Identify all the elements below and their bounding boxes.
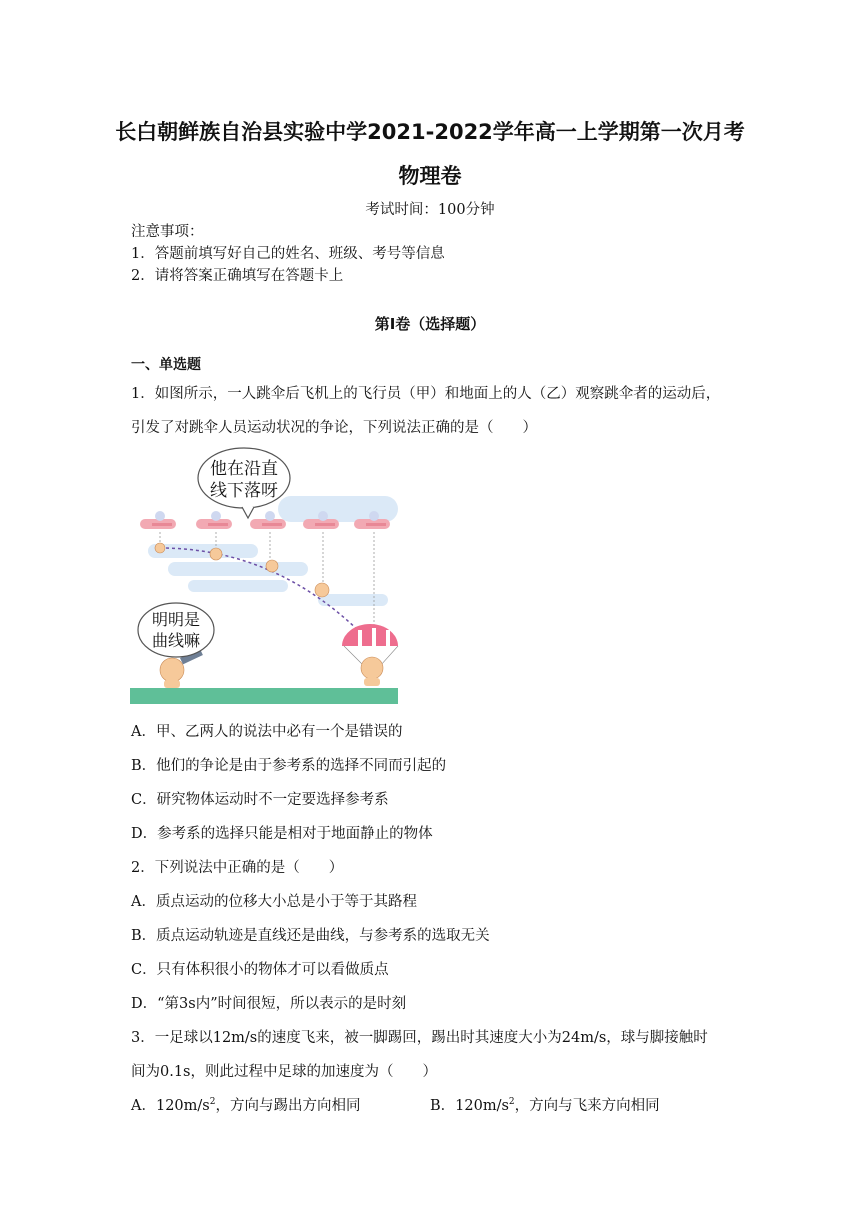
q2-option-b: B．质点运动轨迹是直线还是曲线，与参考系的选取无关 [131,928,490,944]
q1-stem-line2: 引发了对跳伞人员运动状况的争论，下列说法正确的是（ ） [131,420,537,436]
q2-stem: 2．下列说法中正确的是（ ） [131,860,344,876]
speech-bubble-left [138,603,214,657]
bubble-top-line1: 他在沿直 [210,459,278,479]
q1-option-d: D．参考系的选择只能是相对于地面静止的物体 [131,826,433,842]
q3-stem-line2: 间为0.1s，则此过程中足球的加速度为（ ） [131,1064,437,1080]
parachute-icon [342,624,398,686]
q3-option-b [430,1094,660,1115]
skydiver-figure [128,444,400,706]
bubble-left-line1: 明明是 [151,610,201,629]
exam-time: 考试时间：100分钟 [365,202,495,218]
notes-item-1: 1．答题前填写好自己的姓名、班级、考号等信息 [131,246,445,262]
q3-option-a [131,1094,360,1115]
notes-item-2: 2．请将答案正确填写在答题卡上 [131,268,344,284]
q3-option-a-exponent: 2 [209,1097,216,1108]
notes-heading: 注意事项： [131,224,204,240]
bubble-top-line2: 线下落呀 [210,481,278,501]
q3-option-b-exponent: 2 [508,1097,515,1108]
speech-bubble-top [198,448,290,518]
exam-subject: 物理卷 [398,164,462,188]
q3-option-a-text: A．120m/s [131,1098,210,1114]
bubble-left-line2: 曲线嘛 [151,631,201,650]
section-title: 第I卷（选择题） [374,315,486,333]
q1-option-a: A．甲、乙两人的说法中必有一个是错误的 [131,724,403,740]
subsection-title: 一、单选题 [131,357,201,373]
exam-title: 长白朝鲜族自治县实验中学2021-2022学年高一上学期第一次月考 [115,120,745,144]
q2-option-d: D．“第3s内”时间很短，所以表示的是时刻 [131,996,407,1012]
q3-option-b-direction: ，方向与飞来方向相同 [514,1098,660,1114]
q1-option-b: B．他们的争论是由于参考系的选择不同而引起的 [131,758,447,774]
ground [130,688,398,704]
q2-option-a: A．质点运动的位移大小总是小于等于其路程 [131,894,417,910]
q3-option-b-text: B．120m/s [430,1098,509,1114]
q3-option-a-direction: ，方向与踢出方向相同 [215,1098,361,1114]
q2-option-c: C．只有体积很小的物体才可以看做质点 [131,962,389,978]
q1-option-c: C．研究物体运动时不一定要选择参考系 [131,792,389,808]
q1-stem-line1: 1．如图所示，一人跳伞后飞机上的飞行员（甲）和地面上的人（乙）观察跳伞者的运动后， [131,386,721,402]
q3-stem-line1: 3．一足球以12m/s的速度飞来，被一脚踢回，踢出时其速度大小为24m/s，球与脚接触时 [131,1030,708,1046]
